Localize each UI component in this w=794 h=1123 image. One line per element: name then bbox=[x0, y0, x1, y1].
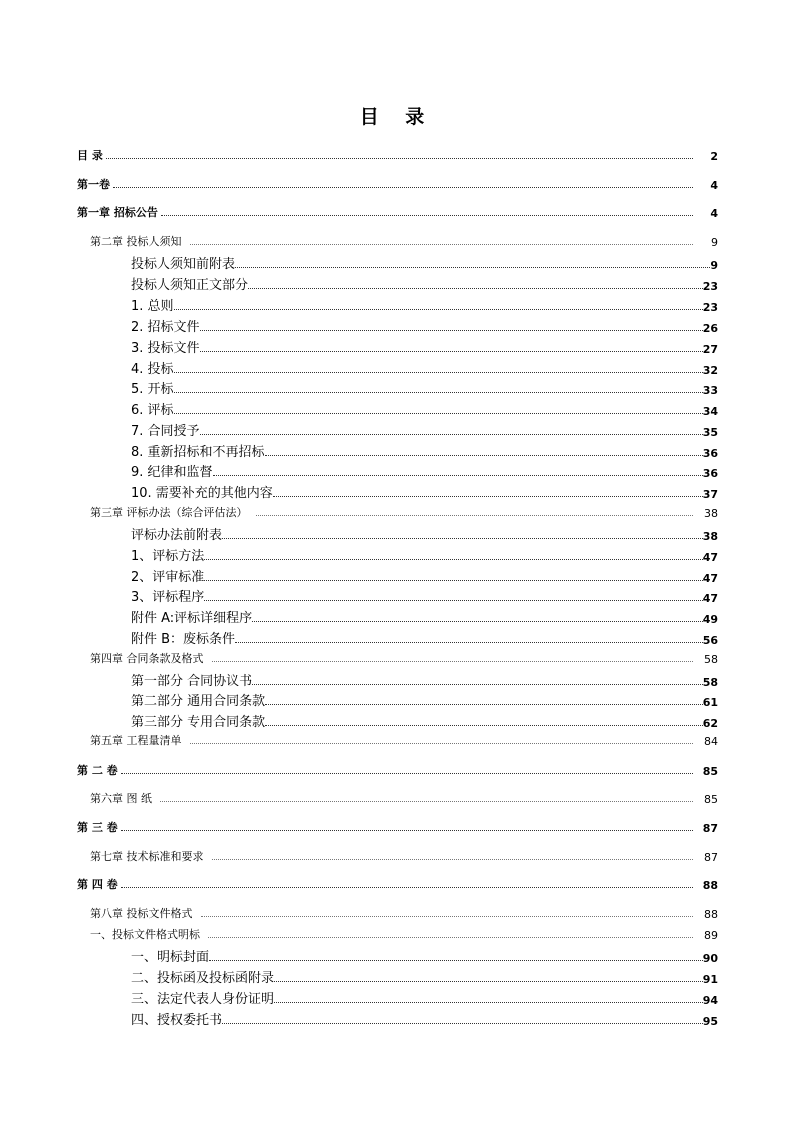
toc-entry[interactable] bbox=[131, 358, 718, 377]
leader-dots bbox=[265, 454, 703, 456]
leader-dots bbox=[252, 620, 703, 622]
toc-entry-label: 第 三 卷 bbox=[77, 821, 118, 834]
leader-dots bbox=[265, 703, 703, 705]
leader-dots bbox=[200, 329, 703, 331]
toc-entry[interactable] bbox=[77, 147, 718, 163]
toc-entry-page: 27 bbox=[702, 343, 718, 356]
leader-dots bbox=[256, 514, 694, 516]
toc-entry-label: 附件 A:评标详细程序 bbox=[131, 611, 253, 626]
toc-entry-page: 90 bbox=[702, 952, 718, 965]
toc-entry-label: 1、评标方法 bbox=[131, 549, 205, 564]
leader-dots bbox=[212, 660, 694, 662]
toc-entry-page: 38 bbox=[702, 530, 718, 543]
toc-entry[interactable] bbox=[77, 204, 718, 220]
toc-entry-page: 88 bbox=[702, 879, 718, 892]
leader-dots bbox=[273, 495, 703, 497]
toc-entry-page: 4 bbox=[710, 207, 718, 220]
toc-entry-label: 9. 纪律和监督 bbox=[131, 465, 213, 480]
toc-entry[interactable] bbox=[131, 274, 718, 293]
page-title: 目 录 bbox=[359, 106, 435, 128]
leader-dots bbox=[209, 959, 703, 961]
toc-entry-page: 9 bbox=[710, 259, 718, 272]
toc-entry-page: 85 bbox=[702, 765, 718, 778]
leader-dots bbox=[161, 214, 693, 216]
toc-entry-page: 38 bbox=[704, 507, 718, 520]
toc-entry[interactable] bbox=[131, 628, 718, 647]
toc-entry-page: 37 bbox=[702, 488, 718, 501]
toc-entry-label: 第一部分 合同协议书 bbox=[131, 674, 253, 689]
toc-entry[interactable] bbox=[131, 253, 718, 272]
leader-dots bbox=[222, 1022, 703, 1024]
leader-dots bbox=[204, 579, 702, 581]
toc-entry[interactable] bbox=[131, 441, 718, 460]
toc-entry[interactable] bbox=[90, 504, 718, 520]
toc-entry-page: 32 bbox=[702, 364, 718, 377]
toc-entry[interactable] bbox=[90, 926, 718, 942]
toc-entry[interactable] bbox=[131, 461, 718, 480]
leader-dots bbox=[222, 537, 703, 539]
toc-entry-page: 47 bbox=[702, 551, 718, 564]
toc-entry-page: 87 bbox=[704, 851, 718, 864]
toc-entry-label: 2、评审标准 bbox=[131, 570, 205, 585]
toc-entry-page: 84 bbox=[704, 735, 718, 748]
leader-dots bbox=[274, 1001, 703, 1003]
toc-entry-page: 88 bbox=[704, 908, 718, 921]
toc-entry-label: 第三章 评标办法（综合评估法） bbox=[90, 506, 248, 519]
leader-dots bbox=[121, 886, 693, 888]
toc-entry-label: 第五章 工程量清单 bbox=[90, 734, 182, 747]
toc-entry[interactable] bbox=[131, 545, 718, 564]
toc-entry-page: 4 bbox=[710, 179, 718, 192]
toc-entry-label: 第 四 卷 bbox=[77, 878, 118, 891]
toc-entry-label: 3、评标程序 bbox=[131, 590, 205, 605]
toc-entry-page: 95 bbox=[702, 1015, 718, 1028]
toc-entry[interactable] bbox=[131, 295, 718, 314]
toc-entry-label: 第一卷 bbox=[77, 178, 110, 191]
toc-entry-label: 投标人须知前附表 bbox=[131, 257, 236, 272]
toc-entry-label: 附件 B：废标条件 bbox=[131, 632, 236, 647]
toc-entry-label: 四、授权委托书 bbox=[131, 1013, 223, 1028]
leader-dots bbox=[212, 858, 694, 860]
toc-entry-page: 87 bbox=[702, 822, 718, 835]
toc-entry[interactable] bbox=[77, 876, 718, 892]
toc-entry-label: 一、投标文件格式明标 bbox=[90, 928, 200, 941]
toc-entry-page: 23 bbox=[702, 280, 718, 293]
toc-entry-page: 89 bbox=[704, 929, 718, 942]
toc-entry-label: 4. 投标 bbox=[131, 362, 174, 377]
leader-dots bbox=[160, 800, 693, 802]
toc-entry[interactable] bbox=[131, 378, 718, 397]
toc-entry-label: 目 录 bbox=[77, 149, 103, 162]
toc-entry-label: 7. 合同授予 bbox=[131, 424, 200, 439]
toc-entry-label: 二、投标函及投标函附录 bbox=[131, 971, 275, 986]
toc-entry[interactable] bbox=[131, 711, 718, 730]
leader-dots bbox=[213, 474, 703, 476]
toc-entry-page: 58 bbox=[704, 653, 718, 666]
toc-entry[interactable] bbox=[131, 967, 718, 986]
toc-entry-label: 第四章 合同条款及格式 bbox=[90, 652, 204, 665]
toc-entry-page: 47 bbox=[702, 572, 718, 585]
toc-entry-label: 第二章 投标人须知 bbox=[90, 235, 182, 248]
toc-entry-page: 35 bbox=[702, 426, 718, 439]
toc-entry-page: 62 bbox=[702, 717, 718, 730]
leader-dots bbox=[204, 599, 702, 601]
toc-entry-label: 第六章 图 纸 bbox=[90, 792, 152, 805]
toc-entry-label: 2. 招标文件 bbox=[131, 320, 200, 335]
leader-dots bbox=[200, 350, 703, 352]
toc-entry-label: 3. 投标文件 bbox=[131, 341, 200, 356]
toc-entry-page: 61 bbox=[702, 696, 718, 709]
toc-entry-page: 91 bbox=[702, 973, 718, 986]
toc-entry[interactable] bbox=[131, 586, 718, 605]
leader-dots bbox=[274, 980, 703, 982]
toc-entry-label: 投标人须知正文部分 bbox=[131, 278, 249, 293]
toc-entry[interactable] bbox=[131, 566, 718, 585]
leader-dots bbox=[204, 558, 702, 560]
leader-dots bbox=[235, 641, 703, 643]
leader-dots bbox=[252, 683, 703, 685]
toc-entry-label: 第三部分 专用合同条款 bbox=[131, 715, 266, 730]
toc-entry-page: 2 bbox=[710, 150, 718, 163]
toc-entry-label: 第 二 卷 bbox=[77, 764, 118, 777]
toc-entry[interactable] bbox=[131, 420, 718, 439]
toc-entry[interactable] bbox=[131, 337, 718, 356]
toc-entry-page: 33 bbox=[702, 384, 718, 397]
toc-entry-label: 6. 评标 bbox=[131, 403, 174, 418]
toc-entry-page: 85 bbox=[704, 793, 718, 806]
leader-dots bbox=[174, 391, 703, 393]
toc-entry[interactable] bbox=[131, 670, 718, 689]
leader-dots bbox=[208, 936, 693, 938]
toc-entry-label: 第七章 技术标准和要求 bbox=[90, 850, 204, 863]
toc-entry-page: 9 bbox=[711, 236, 718, 249]
toc-entry-label: 第一章 招标公告 bbox=[77, 206, 158, 219]
toc-entry-page: 47 bbox=[702, 592, 718, 605]
leader-dots bbox=[190, 742, 694, 744]
toc-entry[interactable] bbox=[131, 316, 718, 335]
toc-entry[interactable] bbox=[90, 233, 718, 249]
leader-dots bbox=[265, 724, 703, 726]
leader-dots bbox=[121, 829, 693, 831]
toc-entry[interactable] bbox=[90, 905, 718, 921]
leader-dots bbox=[174, 412, 703, 414]
toc-entry-page: 49 bbox=[702, 613, 718, 626]
leader-dots bbox=[174, 308, 703, 310]
toc-entry[interactable] bbox=[77, 762, 718, 778]
toc-entry[interactable] bbox=[131, 988, 718, 1007]
toc-entry[interactable] bbox=[131, 690, 718, 709]
toc-entry-label: 评标办法前附表 bbox=[131, 528, 223, 543]
toc-entry[interactable] bbox=[131, 607, 718, 626]
toc-entry[interactable] bbox=[77, 819, 718, 835]
toc-entry[interactable] bbox=[131, 399, 718, 418]
toc-entry[interactable] bbox=[90, 790, 718, 806]
leader-dots bbox=[106, 157, 693, 159]
toc-entry-label: 1. 总则 bbox=[131, 299, 174, 314]
leader-dots bbox=[174, 371, 703, 373]
leader-dots bbox=[113, 186, 693, 188]
toc-entry-label: 一、明标封面 bbox=[131, 950, 210, 965]
toc-entry-page: 36 bbox=[702, 447, 718, 460]
toc-entry[interactable] bbox=[90, 848, 718, 864]
leader-dots bbox=[235, 266, 710, 268]
toc-entry-page: 26 bbox=[702, 322, 718, 335]
toc-entry-label: 10. 需要补充的其他内容 bbox=[131, 486, 273, 501]
toc-entry[interactable] bbox=[90, 650, 718, 666]
leader-dots bbox=[248, 287, 703, 289]
toc-entry-page: 58 bbox=[702, 676, 718, 689]
toc-entry-page: 56 bbox=[702, 634, 718, 647]
toc-entry[interactable] bbox=[90, 732, 718, 748]
toc-entry[interactable] bbox=[77, 176, 718, 192]
toc-entry-label: 三、法定代表人身份证明 bbox=[131, 992, 275, 1007]
leader-dots bbox=[200, 433, 703, 435]
toc-entry-page: 34 bbox=[702, 405, 718, 418]
toc-entry-page: 36 bbox=[702, 467, 718, 480]
toc-entry-page: 94 bbox=[702, 994, 718, 1007]
toc-entry[interactable] bbox=[131, 1009, 718, 1028]
toc-entry-page: 23 bbox=[702, 301, 718, 314]
leader-dots bbox=[121, 772, 693, 774]
leader-dots bbox=[190, 243, 694, 245]
toc-entry[interactable] bbox=[131, 482, 718, 501]
toc-entry-label: 8. 重新招标和不再招标 bbox=[131, 445, 265, 460]
toc-entry[interactable] bbox=[131, 946, 718, 965]
toc-entry[interactable] bbox=[131, 524, 718, 543]
leader-dots bbox=[201, 915, 694, 917]
toc-entry-label: 第二部分 通用合同条款 bbox=[131, 694, 266, 709]
toc-entry-label: 第八章 投标文件格式 bbox=[90, 907, 193, 920]
toc-entry-label: 5. 开标 bbox=[131, 382, 174, 397]
